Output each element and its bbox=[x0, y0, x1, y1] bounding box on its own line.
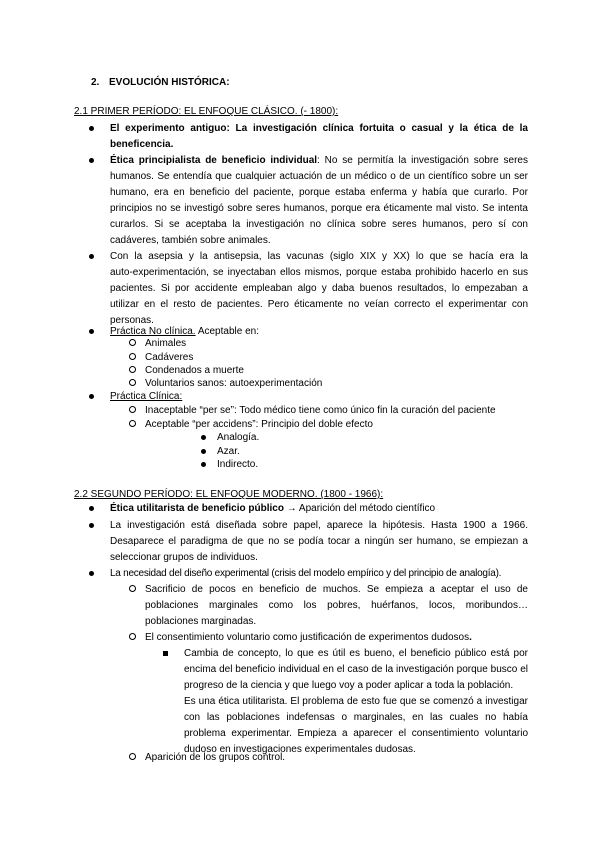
heading-title: EVOLUCIÓN HISTÓRICA: bbox=[109, 77, 230, 88]
s22-sq-line: dudoso en investigaciones experimentales dudosas. bbox=[184, 744, 416, 755]
bullet-icon bbox=[87, 567, 95, 580]
s21-b5-item: Aceptable “per accidens”: Principio del doble efecto bbox=[145, 419, 373, 430]
heading-number: 2. bbox=[91, 77, 100, 88]
bullet-icon bbox=[87, 325, 95, 338]
s21-b4-item: Voluntarios sanos: autoexperimentación bbox=[145, 378, 323, 389]
s21-b2-line bbox=[110, 154, 528, 167]
s21-b4-item: Condenados a muerte bbox=[145, 365, 244, 376]
circle-bullet-icon bbox=[128, 751, 136, 764]
circle-bullet-icon bbox=[128, 404, 136, 417]
s21-b3-line: personas. bbox=[110, 315, 154, 326]
s22-sq-line: Es una ética utilitarista. El problema de esto fue que se comenzó a investigar bbox=[184, 696, 528, 707]
s22-b2-line: La investigación está diseñada sobre papel, aparece la hipótesis. Hasta 1900 a 1966. bbox=[110, 520, 528, 531]
s22-sq-line: progreso de la ciencia y que luego voy a poder aplicar a toda la población. bbox=[184, 680, 514, 691]
s21-b5-item: Inaceptable “per se”: Todo médico tiene como único fin la curación del paciente bbox=[145, 405, 496, 416]
bullet-icon bbox=[87, 122, 95, 135]
s21-b2-lead: Ética principialista de beneficio individual bbox=[110, 155, 318, 166]
s22-b1-line bbox=[110, 502, 435, 515]
s21-b4-rest: Aceptable en: bbox=[195, 326, 259, 337]
bullet-icon bbox=[199, 458, 207, 471]
s22-b1-rest: → Aparición del método científico bbox=[283, 503, 436, 514]
s21-b2-line: cadáveres, también sobre animales. bbox=[110, 235, 271, 246]
s22-c1-line: poblaciones marginadas. bbox=[145, 616, 257, 627]
s21-b4-item: Cadáveres bbox=[145, 352, 194, 363]
s21-b3-line: pacientes. Si por accidente empleaban algo y daba buenos resultados, lo empezaban a bbox=[110, 283, 528, 294]
section-2-1-title: 2.1 PRIMER PERÍODO: EL ENFOQUE CLÁSICO. (- 1800): bbox=[74, 106, 339, 117]
s22-sq-line: con las poblaciones indefensas o marginales, en las cuales no había bbox=[184, 712, 528, 723]
s21-b3-line: utilizar en el resto de pacientes. Pero éticamente no veían correcto el experimentar con bbox=[110, 299, 528, 310]
circle-bullet-icon bbox=[128, 377, 136, 390]
s22-c2-end: . bbox=[469, 632, 472, 643]
s21-b5-sub: Indirecto. bbox=[217, 459, 259, 470]
s21-b1-line: El experimento antiguo: La investigación clínica fortuita o casual y la ética de la bbox=[110, 123, 528, 134]
s21-b3-line: Con la asepsia y la antisepsia, las vacunas (siglo XIX y XX) lo que se hacía era la bbox=[110, 251, 528, 262]
circle-bullet-icon bbox=[128, 364, 136, 377]
section-2-2-title: 2.2 SEGUNDO PERÍODO: EL ENFOQUE MODERNO. (1800 - 1966): bbox=[74, 489, 384, 500]
s22-b3-line: La necesidad del diseño experimental (crisis del modelo empírico y del principio de analogía). bbox=[110, 568, 502, 579]
circle-bullet-icon bbox=[128, 337, 136, 350]
s21-b4-ul: Práctica No clínica. bbox=[110, 326, 196, 337]
bullet-icon bbox=[87, 502, 95, 515]
s21-b2-line: humano, era en beneficio del paciente, porque estaba enferma y había que curarlo. Por bbox=[110, 187, 528, 198]
s22-sq-line: problema experimentar. Empieza a aparecer el consentimiento voluntario bbox=[184, 728, 528, 739]
s22-c1-line: poblaciones marginales como los pobres, huérfanos, locos, moribundos… bbox=[145, 600, 528, 611]
s21-b2-line: humanos. Se entendía que cualquier actuación de un médico o de un científico sobre un ser bbox=[110, 171, 528, 182]
circle-bullet-icon bbox=[128, 351, 136, 364]
s21-b2-first: : No se permitía la investigación sobre seres bbox=[317, 155, 528, 166]
square-bullet-icon bbox=[161, 647, 169, 660]
s21-b5-sub: Azar. bbox=[217, 446, 240, 457]
s21-b5-ul: Práctica Clínica: bbox=[110, 391, 183, 402]
circle-bullet-icon bbox=[128, 418, 136, 431]
s22-b2-line: Desaparece el paradigma de que no se podía tocar a ningún ser humano, se empiezan a bbox=[110, 536, 528, 547]
s22-c1-line: Sacrificio de pocos en beneficio de muchos. Se empieza a aceptar el uso de bbox=[145, 584, 528, 595]
s22-c3-line: Aparición de los grupos control. bbox=[145, 752, 286, 763]
s21-b4-item: Animales bbox=[145, 338, 187, 349]
bullet-icon bbox=[199, 431, 207, 444]
s21-b2-line: curarlos. Si se aceptaba la investigación no clínica sobre seres humanos, pero sí con bbox=[110, 219, 528, 230]
s21-b3-line: auto-experimentación, se inyectaban ellos mismos, porque estaba prohibido hacerlo en sus bbox=[110, 267, 528, 278]
circle-bullet-icon bbox=[128, 583, 136, 596]
bullet-icon bbox=[87, 390, 95, 403]
s22-c2-line bbox=[145, 631, 472, 644]
s21-b2-line: principios no se investigó sobre seres humanos, porque era éticamente mal visto. Se intenta bbox=[110, 203, 528, 214]
s22-b2-line: seleccionar grupos de individuos. bbox=[110, 552, 258, 563]
s22-sq-line: encima del beneficio individual en el caso de la investigación porque busco el bbox=[184, 664, 528, 675]
s22-c2-text: El consentimiento voluntario como justificación de experimentos dudosos bbox=[145, 632, 470, 643]
circle-bullet-icon bbox=[128, 631, 136, 644]
s21-b1-line: beneficencia. bbox=[110, 139, 174, 150]
bullet-icon bbox=[87, 250, 95, 263]
bullet-icon bbox=[199, 445, 207, 458]
bullet-icon bbox=[87, 154, 95, 167]
s21-b5-sub: Analogía. bbox=[217, 432, 260, 443]
s22-b1-lead: Ética utilitarista de beneficio público bbox=[110, 503, 284, 514]
s22-sq-line: Cambia de concepto, lo que es útil es bueno, el beneficio público está por bbox=[184, 648, 528, 659]
bullet-icon bbox=[87, 519, 95, 532]
